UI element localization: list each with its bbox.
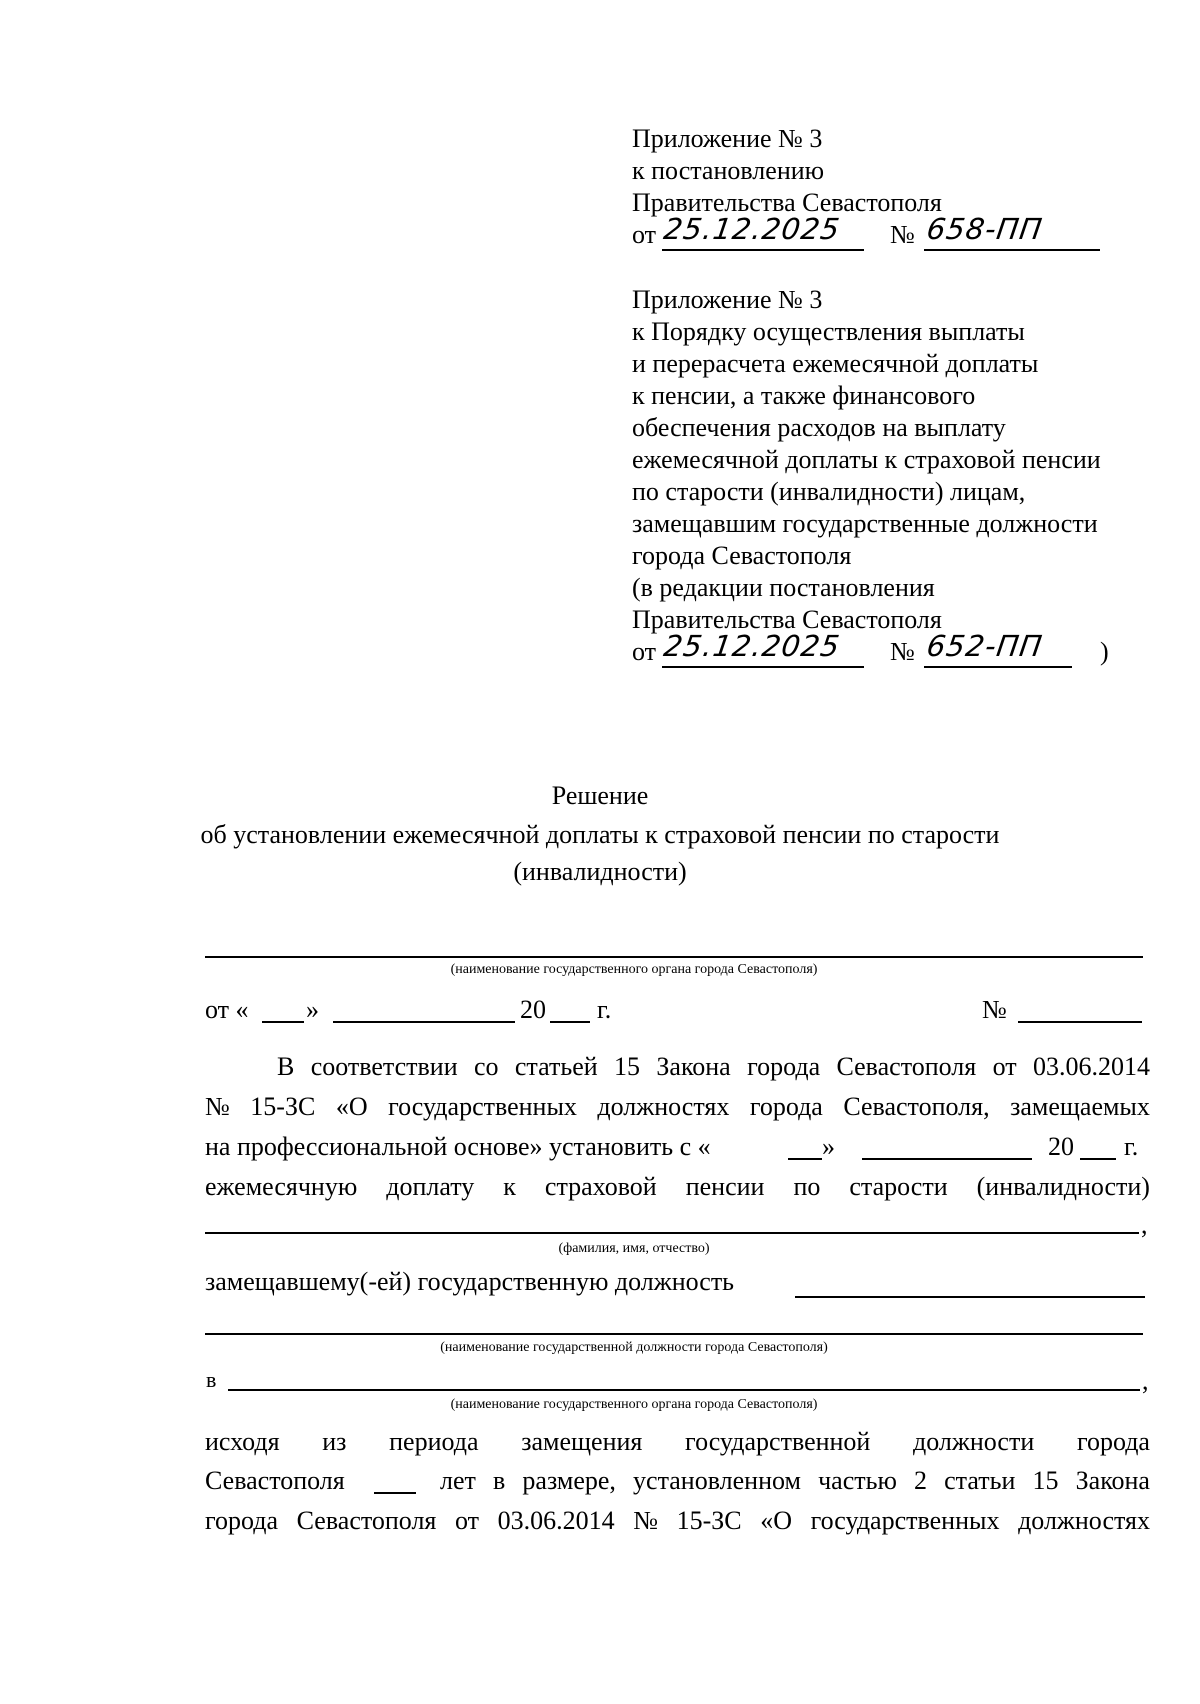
date-year-suffix: г.: [597, 995, 612, 1024]
word: (инвалидности): [976, 1172, 1150, 1201]
annex-first-date-handwritten: 25.12.2025: [661, 212, 843, 246]
date-year-prefix: 20: [520, 995, 546, 1024]
annex-second-line: Правительства Севастополя: [632, 605, 942, 634]
para2-line1: [205, 1425, 1150, 1459]
word: в: [493, 1466, 506, 1495]
annex-first-date-underline: [662, 249, 864, 251]
annex-second-date-prefix: от: [632, 637, 657, 666]
word: города: [747, 1052, 821, 1081]
annex-first-line1: Приложение № 3: [632, 124, 823, 153]
annex-second-number-prefix: №: [890, 637, 915, 666]
position-caption: (наименование государственной должности города Севастополя): [440, 1340, 828, 1355]
annex-first-date-prefix: от: [632, 220, 657, 249]
title-line2: об установлении ежемесячной доплаты к страховой пенсии по старости: [200, 820, 1000, 849]
word: Севастополя,: [843, 1092, 990, 1121]
para2-line2-rest: [440, 1464, 1150, 1498]
word: государственных: [388, 1092, 577, 1121]
para1-line4: [205, 1170, 1150, 1204]
word: Закона: [1075, 1466, 1150, 1495]
para1-close-quote: »: [822, 1132, 835, 1161]
word: государственных: [810, 1506, 1000, 1535]
word: Севастополя: [836, 1052, 977, 1081]
para1-day-blank: [788, 1158, 822, 1160]
para2-line3: [205, 1504, 1150, 1538]
annex-second-line: по старости (инвалидности) лицам,: [632, 477, 1026, 506]
annex-first-date-row: [632, 212, 1045, 251]
word: исходя: [205, 1427, 280, 1456]
word: по: [793, 1172, 821, 1201]
word: статьей: [514, 1052, 598, 1081]
para1-year-blank: [1080, 1158, 1116, 1160]
word: старости: [849, 1172, 948, 1201]
annex-first-number-prefix: №: [890, 220, 915, 249]
organ-name-caption: (наименование государственного органа города Севастополя): [450, 962, 818, 977]
fio-line: [205, 1232, 1139, 1234]
annex-second-line: замещавшим государственные должности: [632, 509, 1098, 538]
annex-second-number-handwritten: 652-ПП: [924, 629, 1045, 663]
word: от: [454, 1506, 480, 1535]
in-organ-line: [228, 1389, 1140, 1391]
date-month-blank: [333, 1021, 515, 1023]
word: №: [205, 1092, 230, 1121]
word: из: [322, 1427, 347, 1456]
word: периода: [389, 1427, 479, 1456]
word: 03.06.2014: [497, 1506, 615, 1535]
annex-first: [632, 123, 1045, 251]
annex-second-date-row: [632, 629, 1109, 668]
para1-month-blank: [862, 1158, 1032, 1160]
annex-first-line3: Правительства Севастополя: [632, 188, 942, 217]
annex-second-line: к пенсии, а также финансового: [632, 381, 976, 410]
word: от: [992, 1052, 1017, 1081]
para1-line2: [205, 1090, 1150, 1124]
annex-second-line: и перерасчета ежемесячной доплаты: [632, 349, 1039, 378]
annex-second-number-underline: [924, 666, 1072, 668]
annex-second-line: Приложение № 3: [632, 285, 823, 314]
annex-second-line: (в редакции постановления: [632, 573, 935, 602]
word: размере,: [522, 1466, 616, 1495]
para1-year-suffix: г.: [1124, 1132, 1139, 1161]
word: пенсии: [685, 1172, 765, 1201]
word: 15-ЗС: [676, 1506, 742, 1535]
word: со: [473, 1052, 499, 1081]
word: лет: [440, 1466, 476, 1495]
word: должностях: [597, 1092, 730, 1121]
annex-second-line: к Порядку осуществления выплаты: [632, 317, 1025, 346]
word: ежемесячную: [205, 1172, 358, 1201]
in-label: в: [206, 1367, 217, 1392]
annex-first-number-handwritten: 658-ПП: [924, 212, 1045, 246]
annex-second-closing-paren: ): [1100, 637, 1109, 666]
organ-caption-2: (наименование государственного органа города Севастополя): [450, 1397, 818, 1412]
annex-second-date-underline: [662, 666, 864, 668]
position-name-line: [205, 1333, 1143, 1335]
annex-second-line: ежемесячной доплаты к страховой пенсии: [632, 445, 1101, 474]
date-from-label: от «: [205, 995, 249, 1024]
word: доплату: [386, 1172, 475, 1201]
organ-name-line: [205, 956, 1143, 958]
word: 03.06.2014: [1032, 1052, 1150, 1081]
para1-line1: [205, 1050, 1150, 1084]
annex-second-line: города Севастополя: [632, 541, 852, 570]
para2-line2-start: Севастополя: [205, 1466, 345, 1495]
word: установленном: [633, 1466, 801, 1495]
word: города: [205, 1506, 279, 1535]
years-blank: [374, 1492, 416, 1494]
para1-year-prefix: 20: [1048, 1132, 1074, 1161]
para1-line3-text: на профессиональной основе» установить с «: [205, 1132, 711, 1161]
position-label: замещавшему(-ей) государственную должность: [205, 1267, 735, 1296]
title-line1: Решение: [551, 781, 649, 810]
word: замещения: [521, 1427, 643, 1456]
word: статьи: [944, 1466, 1016, 1495]
word: города: [749, 1092, 823, 1121]
date-year-blank: [550, 1021, 590, 1023]
title-line3: (инвалидности): [513, 857, 687, 886]
annex-second-date-handwritten: 25.12.2025: [661, 629, 843, 663]
word: «О: [335, 1092, 368, 1121]
annex-second-line: обеспечения расходов на выплату: [632, 413, 1006, 442]
fio-caption: (фамилия, имя, отчество): [558, 1241, 710, 1256]
word: «О: [760, 1506, 793, 1535]
word: замещаемых: [1010, 1092, 1150, 1121]
word: должности: [913, 1427, 1035, 1456]
number-blank: [1018, 1021, 1142, 1023]
position-blank: [795, 1296, 1145, 1298]
word: Севастополя: [296, 1506, 437, 1535]
word: к: [503, 1172, 516, 1201]
word: В: [277, 1052, 295, 1081]
word: страховой: [544, 1172, 657, 1201]
word: государственной: [685, 1427, 871, 1456]
annex-second: [632, 284, 1109, 668]
word: должностях: [1018, 1506, 1150, 1535]
date-close-quote: »: [306, 995, 319, 1024]
number-label: №: [982, 995, 1007, 1024]
word: №: [633, 1506, 659, 1535]
word: 15: [614, 1052, 641, 1081]
word: города: [1076, 1427, 1150, 1456]
annex-first-line2: к постановлению: [632, 156, 825, 185]
word: 15-ЗС: [250, 1092, 316, 1121]
in-organ-comma: ,: [1142, 1366, 1149, 1395]
word: частью: [818, 1466, 897, 1495]
word: 2: [914, 1466, 928, 1495]
fio-comma: ,: [1141, 1210, 1148, 1239]
word: Закона: [656, 1052, 731, 1081]
annex-first-number-underline: [924, 249, 1100, 251]
date-day-blank: [262, 1021, 304, 1023]
word: соответствии: [310, 1052, 458, 1081]
word: 15: [1032, 1466, 1059, 1495]
